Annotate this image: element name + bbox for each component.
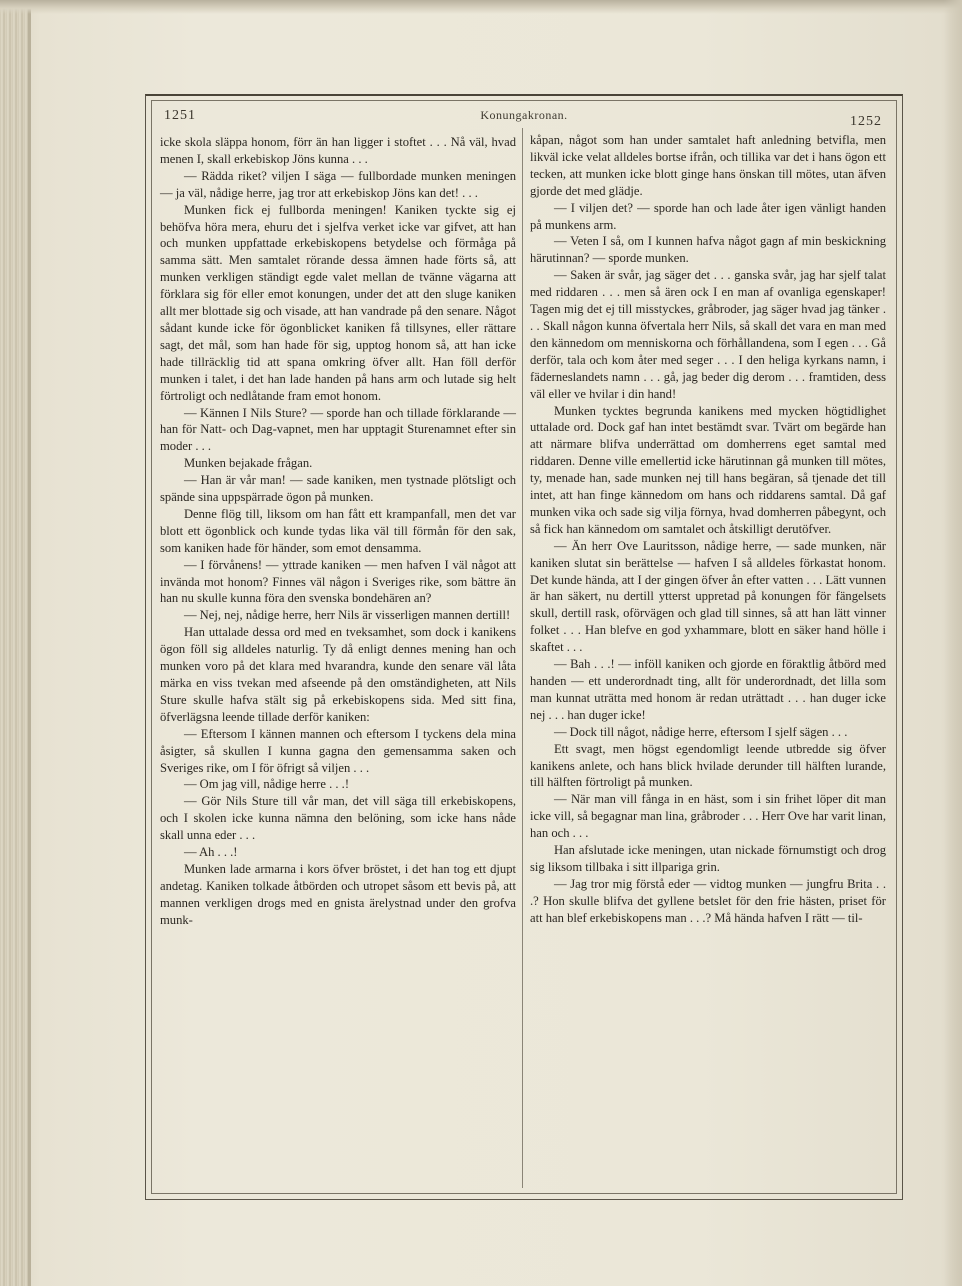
paragraph: — Veten I så, om I kunnen hafva något gagn af min beskickning härutinnan? — sporde munken.	[530, 234, 886, 266]
top-edge-shadow	[0, 0, 962, 14]
paragraph: — Saken är svår, jag säger det . . . ganska svår, jag har sjelf talat med riddaren . . . men så ären ock I en man af ovanliga egenskaper! Tagen mig det ej till misstyckes, gråbroder, jag säger hvad jag tänker . . . Skall någon kunna öfvertala herr Nils, så skall det vara en man med den kännedom om menniskorna och förhållandena, som I egen . . . Gå derför, tala och kom åter med seger . . . I den heliga kyrkans namn, i fäderneslandets namn . . . gå, jag beder dig derom . . . framtiden, dess väl eller ve hvilar i din hand!	[530, 268, 886, 401]
paragraph: — Dock till något, nådige herre, eftersom I sjelf sägen . . .	[553, 724, 848, 739]
running-title: Konungakronan.	[480, 108, 568, 122]
paragraph: — Han är vår man! — sade kaniken, men tystnade plötsligt och spände sina uppspärrade ögon på munken.	[160, 473, 516, 505]
paragraph: — Ah . . .!	[183, 845, 238, 860]
paragraph: Denne flög till, liksom om han fått ett krampanfall, men det var blott ett ögonblick och kunde tydas lika väl till förmån för den sak, som kaniken hade för händer, som emot densamma.	[160, 506, 516, 555]
book-spine	[0, 0, 28, 1286]
paragraph: Munken bejakade frågan.	[183, 456, 313, 471]
right-page-number: 1252	[850, 114, 882, 129]
paragraph: — Gör Nils Sture till vår man, det vill säga till erkebiskopens, och I skolen icke kunna nämna den belöning, som icke hans nåde skall unna eder . . .	[160, 794, 516, 843]
paragraph: — Än herr Ove Lauritsson, nådige herre, — sade munken, när kaniken slutat sin berättelse — hafven I så alldeles förkastat honom. Det kunde hända, att I der gingen öfver ån efter vatten . . . Lätt vunnen är han säkert, nu dertill ytterst uppretad på konungen för fängelsets skull, dertill rask, oförvägen och glad till sinnes, så att han lätt vinner folket . . . Han blefve en god yxhammare, blott en säker hand hölle i skaftet . . .	[530, 538, 886, 655]
paragraph: icke skola släppa honom, förr än han ligger i stoftet . . . Nå väl, hvad menen I, skall erkebiskop Jöns kunna . . .	[160, 135, 516, 166]
column-divider	[522, 128, 523, 1188]
page-header	[160, 104, 888, 128]
paragraph: — I förvånens! — yttrade kaniken — men hafven I väl något att invända mot honom? Finnes väl någon i Sveriges rike, som bättre än han nu skulle kunna föra den svenska bondehären an?	[160, 557, 516, 606]
paragraph: — Jag tror mig förstå eder — vidtog munken — jungfru Brita . . .? Hon skulle blifva det gyllene betslet för den frie hästen, priset för att han blef erkebiskopens man . . .? Må hända hafven I rätt — til-	[530, 876, 886, 925]
left-column	[160, 134, 516, 929]
paragraph: Munken fick ej fullborda meningen! Kaniken tyckte sig ej behöfva höra mera, ehuru det i sjelfva verket icke var gifvet, att han och munken uppfattade erkebiskopens betydelse och förmåga på samma sätt. Men samtalet rörande dessa ämnen hade förts så, att munken verkligen ständigt egde valet mellan de tvänne vägarna att förklara sig för eller emot konungen, under det att den sluge kaniken allt mer blottade sig och visade, att han vandrade på den senare. Något sådant kunde icke för ögonblicket kaniken få tillsynes, eller rättare sagt, det mål, som han hade för sig, upptog honom så, att han icke hade tillräcklig tid att spana omkring öfver allt. Han föll derför munken i talet, i det han lade handen på hans arm och lutade sig helt förtroligt och nedlåtande fram emot honom.	[160, 202, 516, 403]
binding-edge	[28, 0, 31, 1286]
paragraph: Ett svagt, men högst egendomligt leende utbredde sig öfver kanikens anlete, och hans blick hvilade derunder till hälften lurande, till hälften förtroligt på munken.	[530, 741, 886, 790]
paragraph: Han uttalade dessa ord med en tveksamhet, som dock i kanikens ögon föll sig alldeles naturlig. Ty då enligt dennes mening han och munken voro på det klara med hvarandra, kunde den senare väl låta märka en viss tvekan med afseende på den omständigheten, att Nils Sture skulle hafva stält sig på erkebiskopens sida. Med sitt fina, öfverlägsna leende tillade derför kaniken:	[160, 625, 516, 724]
paragraph: — Rädda riket? viljen I säga — fullbordade munken meningen — ja väl, nådige herre, jag tror att erkebiskop Jöns kan det! . . .	[160, 168, 516, 200]
paragraph: — Kännen I Nils Sture? — sporde han och tillade förklarande — han för Natt- och Dag-vapnet, men har upptagit Sturenamnet efter sin moder . . .	[160, 405, 516, 454]
paragraph: — Om jag vill, nådige herre . . .!	[183, 777, 350, 792]
paragraph: — När man vill fånga in en häst, som i sin frihet löper dit man icke vill, så begagnar man lina, gråbroder . . . Herr Ove har varit linan, han och . . .	[530, 792, 886, 841]
left-page-number: 1251	[164, 108, 196, 123]
paragraph: Han afslutade icke meningen, utan nickade förnumstigt och drog sig liksom tillbaka i sitt illpariga grin.	[530, 843, 886, 874]
right-column	[530, 132, 886, 927]
paragraph: Munken tycktes begrunda kanikens med mycken högtidlighet uttalade ord. Dock gaf han intet bestämdt svar. Tvärt om begärde han att närmare blifva underrättad om domherrens eget samtal med riddaren. Denne ville emellertid icke härutinnan gå munken till mötes, ty, menade han, sade munken nej till hans begäran, så tjenade det till intet, att han finge kännedom om hans och riddarens samtal. Då gaf munken vika och sade sig vilja förnya, hvad domherren påbegynt, och så fick han kännedom om samtalet och åtskilligt derutöfver.	[530, 403, 886, 536]
paragraph: — I viljen det? — sporde han och lade åter igen vänligt handen på munkens arm.	[530, 200, 886, 232]
paragraph: Munken lade armarna i kors öfver bröstet, i det han tog ett djupt andetag. Kaniken tolkade åtbörden och utropet såsom ett bevis på, att mannen verkligen drogs med en gnista ärelystnad under den grofva munk-	[160, 861, 516, 927]
paragraph: — Eftersom I kännen mannen och eftersom I tyckens dela mina åsigter, så skullen I kunna gagna den gemensamma saken och Sveriges rike, om I för öfrigt så viljen . . .	[160, 726, 516, 775]
paragraph: — Nej, nej, nådige herre, herr Nils är visserligen mannen dertill!	[183, 608, 511, 623]
right-edge-shadow	[944, 0, 962, 1286]
paragraph: kåpan, något som han under samtalet haft anledning betvifla, men likväl icke velat alldeles bortse ifrån, och tillika var det i hans ögon ett tecken, att munken icke blott ginge hans önskan till mötes, utan äfven gjorde det med glädje.	[530, 133, 886, 198]
paragraph: — Bah . . .! — inföll kaniken och gjorde en föraktlig åtbörd med handen — ett underordnadt ting, allt för underordnadt, det lilla som man kunnat uträtta med honom är redan uträttadt . . . han duger icke nej . . . han duger icke!	[530, 657, 886, 722]
